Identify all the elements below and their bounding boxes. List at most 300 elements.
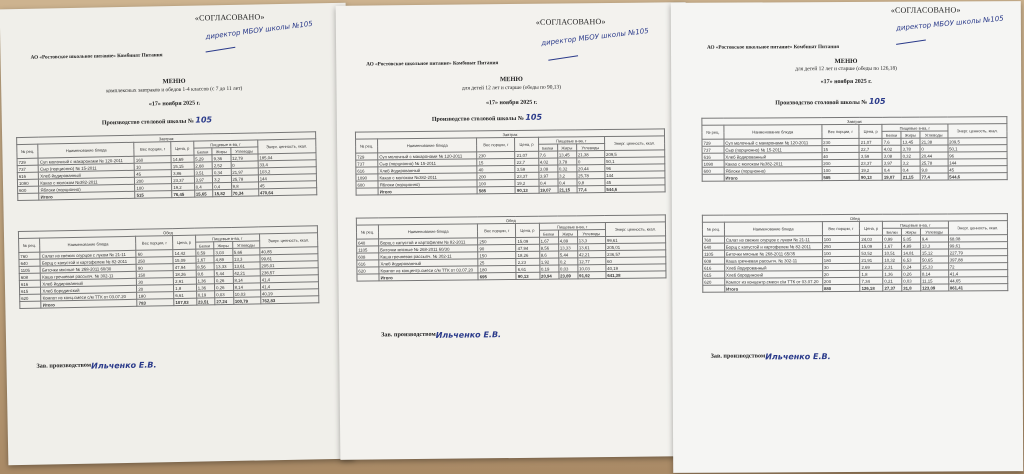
section-title: Завтрак xyxy=(17,132,316,145)
protein-cell: 7,6 xyxy=(538,151,557,158)
energy-col-header: Энерг. ценность, ккал. xyxy=(604,136,664,151)
portion-cell: 100 xyxy=(822,235,860,242)
price-col-header: Цена, р xyxy=(515,137,538,151)
dish-cell: Компот из конц.смеси с/м ТТК от 03.07.20 xyxy=(41,292,137,301)
price-cell: 6,61 xyxy=(174,291,197,298)
dish-cell: Биточки мясные № 268-2011 60/30 xyxy=(379,245,478,253)
recipe-cell: 760 xyxy=(702,236,724,243)
carbs-cell: 15,33 xyxy=(920,263,948,270)
carbs-cell: 25,78 xyxy=(920,159,948,166)
dish-cell: Хлеб йодированный xyxy=(41,278,137,287)
protein-cell: 19,07 xyxy=(882,173,901,180)
energy-cell: 209,5 xyxy=(948,138,1007,145)
dish-cell: Каша гречневая рассыпч. № 302-11 xyxy=(724,257,822,265)
carbs-cell: 21,38 xyxy=(576,151,604,158)
lunch-table xyxy=(702,213,1008,293)
recipe-col-header: № рец. xyxy=(702,222,724,236)
energy-cell: 41,4 xyxy=(260,282,318,290)
director-handwriting: директор МБОУ школы №105 xyxy=(895,14,1005,33)
carbs-cell: 123,09 xyxy=(921,284,949,291)
energy-cell: 33,4 xyxy=(258,160,316,168)
energy-col-header: Энерг. ценность, ккал. xyxy=(605,222,665,237)
protein-cell: 23,51 xyxy=(196,298,215,305)
breakfast-table xyxy=(355,128,666,195)
carbs-cell: 13,61 xyxy=(233,262,260,270)
protein-cell: 0,4 xyxy=(539,179,558,186)
protein-cell: 4,02 xyxy=(882,145,901,152)
price-cell: 7,34 xyxy=(860,277,883,284)
fat-cell: 13,33 xyxy=(558,244,577,251)
dish-cell: Салат из свежих огурцов с луком № 21-11 xyxy=(40,250,136,259)
energy-cell: 45 xyxy=(605,178,665,186)
recipe-cell: 737 xyxy=(702,146,724,153)
energy-col-header: Энерг. ценность, ккал. xyxy=(259,233,317,248)
energy-cell: 99,61 xyxy=(260,254,318,262)
portion-cell: 695 xyxy=(478,272,516,279)
protein-col-header: Белки xyxy=(195,242,214,249)
carbs-cell: 10,03 xyxy=(578,265,606,272)
nutrients-col-header: Пищевые в-ва, г xyxy=(883,221,948,228)
recipe-cell: 760 xyxy=(19,252,41,259)
recipe-cell: 1090 xyxy=(356,174,378,181)
carbs-cell: 42,21 xyxy=(233,269,260,277)
school-number: 105 xyxy=(525,112,543,122)
dish-col-header: Наименование блюда xyxy=(38,142,134,158)
carbs-cell: 8,14 xyxy=(233,283,260,291)
portion-cell: 15 xyxy=(822,145,860,152)
price-cell: 21,07 xyxy=(515,151,538,158)
price-cell: 47,94 xyxy=(516,244,539,251)
protein-cell: 27,37 xyxy=(883,284,902,291)
fat-col-header: Жиры xyxy=(212,147,231,154)
portion-cell: 200 xyxy=(477,172,515,179)
carbs-cell: 13,3 xyxy=(232,255,259,263)
protein-cell: 3,97 xyxy=(538,172,557,179)
carbs-cell: 9,4 xyxy=(920,235,948,242)
dish-cell: Борщ с капустой и картофелем № 82-2011 xyxy=(724,243,822,251)
signature xyxy=(896,40,926,45)
energy-cell: 236,57 xyxy=(260,268,318,276)
section-title: Обед xyxy=(356,215,665,225)
total-label: Итого xyxy=(41,299,137,308)
price-cell: 3,59 xyxy=(515,165,538,172)
price-cell: 21,91 xyxy=(860,256,883,263)
menu-sheet-3 xyxy=(671,1,1023,473)
school-number: 105 xyxy=(195,115,213,125)
nutrients-col-header: Пищевые в-ва, г xyxy=(195,234,259,242)
protein-cell: 5,29 xyxy=(194,155,213,162)
recipe-cell: 616 xyxy=(702,153,724,160)
recipe-cell: 729 xyxy=(702,139,724,146)
carbs-cell: 13,3 xyxy=(920,242,948,249)
portion-cell: 25 xyxy=(478,258,516,265)
portion-cell: 15 xyxy=(477,158,515,165)
dish-cell: Суп молочный с макаронами № 120-2011 xyxy=(724,139,822,147)
dish-col-header: Наименование блюда xyxy=(379,224,478,239)
recipe-cell: 620 xyxy=(703,278,725,285)
price-cell: 15,15 xyxy=(171,162,194,169)
carbs-cell: 100,79 xyxy=(233,297,260,305)
energy-cell: 470,64 xyxy=(258,188,316,196)
fat-cell: 0,26 xyxy=(902,270,921,277)
price-cell: 14,42 xyxy=(173,249,196,256)
recipe-cell: 615 xyxy=(19,287,41,294)
protein-cell: 1,36 xyxy=(196,284,215,291)
price-cell: 90,13 xyxy=(516,272,539,279)
fat-cell: 21,15 xyxy=(901,173,920,180)
protein-cell: 8,6 xyxy=(196,270,215,277)
recipe-cell: 1105 xyxy=(703,250,725,257)
menu-sheet-2 xyxy=(336,2,691,460)
energy-cell: 50,1 xyxy=(605,157,665,165)
protein-cell: 10,51 xyxy=(883,249,902,256)
price-cell: 18,26 xyxy=(516,251,539,258)
portion-cell: 180 xyxy=(478,265,516,272)
dish-cell: Биточки мясные № 268-2011 65/35 xyxy=(724,250,822,258)
dish-col-header: Наименование блюда xyxy=(724,125,822,140)
nutrients-col-header: Пищевые в-ва, г xyxy=(882,124,947,131)
fat-cell: 0,03 xyxy=(215,290,234,297)
recipe-cell: 616 xyxy=(17,172,39,179)
carbs-cell: 5,66 xyxy=(232,248,259,256)
energy-cell: 99,61 xyxy=(605,236,665,244)
energy-col-header: Энерг. ценность, ккал. xyxy=(948,124,1007,138)
breakfast-table xyxy=(701,116,1007,182)
energy-cell: 45 xyxy=(948,166,1007,173)
protein-cell: 4,02 xyxy=(538,158,557,165)
price-cell: 3,86 xyxy=(171,169,194,176)
producer-line xyxy=(710,352,831,362)
recipe-cell: 608 xyxy=(703,257,725,264)
fat-cell: 0,03 xyxy=(558,265,577,272)
protein-cell: 2,31 xyxy=(883,263,902,270)
price-cell: 90,13 xyxy=(859,173,882,180)
producer-line xyxy=(381,330,502,340)
dish-col-header: Наименование блюда xyxy=(378,138,477,153)
dish-cell: Хлеб йодированный xyxy=(39,170,135,179)
menu-title: МЕНЮ xyxy=(834,57,858,66)
energy-cell: 205,01 xyxy=(260,261,318,269)
price-cell: 47,94 xyxy=(173,263,196,270)
recipe-cell: 600 xyxy=(18,186,40,193)
energy-cell: 144 xyxy=(605,171,665,179)
recipe-cell: 608 xyxy=(19,273,41,280)
energy-cell: 40,19 xyxy=(606,264,666,272)
protein-cell: 8,56 xyxy=(196,263,215,270)
fat-cell: 15,82 xyxy=(213,189,232,196)
portion-cell: 200 xyxy=(135,177,172,185)
portion-cell: 20 xyxy=(137,285,174,293)
energy-col-header: Энерг. ценность, ккал. xyxy=(257,139,315,154)
portion-col-header: Вес порции, г xyxy=(822,221,860,235)
dish-cell: Суп молочный с макаронами № 120-2011 xyxy=(38,156,134,165)
carbs-cell: 77,4 xyxy=(577,186,605,193)
dish-cell: Яблоки (порционно) xyxy=(39,184,135,193)
menu-date: «17» ноября 2025 г. xyxy=(820,78,872,86)
fat-col-header: Жиры xyxy=(214,241,233,248)
protein-cell: 2,68 xyxy=(194,162,213,169)
fat-cell: 13,33 xyxy=(214,262,233,269)
fat-cell: 4,89 xyxy=(558,237,577,244)
carbs-cell: 70,34 xyxy=(231,189,258,197)
recipe-cell: 1090 xyxy=(702,160,724,167)
carbs-cell: 0 xyxy=(231,161,258,169)
protein-cell: 1,67 xyxy=(883,242,902,249)
portion-cell: 100 xyxy=(135,184,172,192)
recipe-cell: 729 xyxy=(356,153,378,160)
protein-cell: 0,4 xyxy=(882,166,901,173)
dish-cell: Сыр (порционно) № 15-2011 xyxy=(724,146,822,154)
portion-col-header: Вес порции, г xyxy=(134,142,171,157)
carbs-cell: 20,44 xyxy=(576,165,604,172)
energy-cell: 641,38 xyxy=(606,271,666,279)
fat-col-header: Жиры xyxy=(901,228,920,235)
producer-signature: Ильченко Е.В. xyxy=(765,352,831,362)
fat-cell: 6,53 xyxy=(902,256,921,263)
total-label: Итого xyxy=(378,187,477,195)
carbs-cell: 20,44 xyxy=(920,152,948,159)
section-title: Обед xyxy=(702,214,1007,223)
producer-label: Зав. производством xyxy=(36,361,92,370)
fat-cell: 21,15 xyxy=(558,186,577,193)
energy-cell: 41,4 xyxy=(948,270,1007,277)
producer-line xyxy=(36,360,157,371)
portion-cell: 100 xyxy=(822,249,860,256)
recipe-cell: 737 xyxy=(356,160,378,167)
fat-cell: 0,4 xyxy=(901,166,920,173)
fat-cell: 14,81 xyxy=(902,249,921,256)
energy-cell: 209,5 xyxy=(604,150,664,158)
price-cell: 23,37 xyxy=(172,176,195,183)
section-title: Завтрак xyxy=(702,117,1007,126)
recipe-col-header: № рец. xyxy=(19,238,41,252)
energy-cell: 40,85 xyxy=(260,247,318,255)
approved-header: «СОГЛАСОВАНО» xyxy=(890,5,961,15)
price-cell: 22,7 xyxy=(859,145,882,152)
protein-cell: 0,99 xyxy=(883,235,902,242)
portion-cell: 40 xyxy=(822,152,860,159)
fat-col-header: Жиры xyxy=(557,144,576,151)
menu-subtitle: для детей 12 лет и старше (обеды по 126,18) xyxy=(795,65,897,73)
protein-col-header: Белки xyxy=(193,148,212,155)
energy-cell: 103,2 xyxy=(258,167,316,175)
price-cell: 23,37 xyxy=(515,172,538,179)
fat-cell: 0,32 xyxy=(557,165,576,172)
fat-cell: 3,78 xyxy=(557,158,576,165)
protein-cell: 0,21 xyxy=(883,277,902,284)
carbs-col-header: Углеводы xyxy=(920,228,948,235)
price-cell: 23,37 xyxy=(859,159,882,166)
energy-cell: 397,88 xyxy=(948,256,1007,263)
portion-cell: 180 xyxy=(137,292,174,300)
price-cell: 107,03 xyxy=(174,298,197,305)
dish-cell: Хлеб йодированный xyxy=(379,259,478,267)
energy-cell: 45 xyxy=(258,181,316,189)
energy-cell: 44,65 xyxy=(948,277,1007,284)
portion-cell: 90 xyxy=(478,244,516,251)
recipe-cell: 620 xyxy=(20,294,42,301)
fat-cell: 0,32 xyxy=(901,152,920,159)
price-cell: 21,07 xyxy=(859,138,882,145)
total-label: Итого xyxy=(39,191,135,200)
dish-cell: Биточки мясные № 268-2011 60/30 xyxy=(40,264,136,273)
energy-cell: 96 xyxy=(605,164,665,172)
carbs-cell: 77,4 xyxy=(920,173,948,180)
price-cell: 18,26 xyxy=(173,270,196,277)
dish-cell: Борщ с капустой и картофелем № 82-2011 xyxy=(40,257,136,266)
school-line xyxy=(432,113,542,123)
dish-cell: Какао с молоком №382-2011 xyxy=(724,160,822,168)
portion-col-header: Вес порции, г xyxy=(477,137,515,151)
price-cell: 3,59 xyxy=(859,152,882,159)
dish-cell: Каша гречневая рассыпч. № 302-11 xyxy=(379,252,478,260)
dish-cell: Суп молочный с макаронами № 120-2011 xyxy=(378,152,477,160)
portion-cell: 30 xyxy=(822,263,860,270)
recipe-cell: 608 xyxy=(357,253,379,260)
price-cell: 24,03 xyxy=(860,235,883,242)
portion-cell: 60 xyxy=(136,250,173,258)
recipe-cell: 616 xyxy=(356,167,378,174)
carbs-cell: 13,3 xyxy=(577,237,605,244)
price-col-header: Цена, р xyxy=(860,221,883,235)
portion-cell: 30 xyxy=(137,278,174,286)
dish-cell: Хлеб бородинский xyxy=(724,271,822,279)
carbs-col-header: Углеводы xyxy=(230,147,257,155)
section-title: Обед xyxy=(18,226,317,239)
price-cell: 126,18 xyxy=(860,284,883,291)
price-col-header: Цена, р xyxy=(859,124,882,138)
portion-cell: 230 xyxy=(477,151,515,158)
fat-cell: 4,89 xyxy=(902,242,921,249)
menu-title: МЕНЮ xyxy=(499,75,523,84)
portion-col-header: Вес порции, г xyxy=(822,124,860,138)
portion-cell: 180 xyxy=(822,256,860,263)
fat-cell: 2,52 xyxy=(212,161,231,168)
portion-cell: 783 xyxy=(137,299,174,307)
protein-cell: 0,19 xyxy=(196,291,215,298)
carbs-cell: 0 xyxy=(920,145,948,152)
protein-cell: 7,6 xyxy=(882,138,901,145)
protein-cell: 0,59 xyxy=(195,249,214,256)
portion-cell: 45 xyxy=(135,170,172,178)
protein-cell: 1,67 xyxy=(539,237,558,244)
dish-cell: Яблоки (порционно) xyxy=(724,167,822,175)
protein-cell: 0,4 xyxy=(194,183,213,190)
energy-cell: 40,19 xyxy=(260,289,318,297)
approved-header: «СОГЛАСОВАНО» xyxy=(535,17,606,27)
fat-col-header: Жиры xyxy=(558,230,577,237)
portion-cell: 200 xyxy=(822,277,860,284)
carbs-cell: 25,78 xyxy=(231,175,258,183)
protein-cell: 8,6 xyxy=(539,251,558,258)
portion-cell: 515 xyxy=(135,191,172,199)
price-cell: 53,52 xyxy=(860,249,883,256)
carbs-cell: 10,03 xyxy=(233,290,260,298)
fat-cell: 0,34 xyxy=(212,168,231,175)
fat-cell: 23,89 xyxy=(559,272,578,279)
portion-cell: 150 xyxy=(137,271,174,279)
recipe-col-header: № рец. xyxy=(356,225,378,239)
school-number: 105 xyxy=(868,96,886,106)
protein-cell: 3,51 xyxy=(194,169,213,176)
recipe-cell xyxy=(20,301,42,308)
price-cell: 19,2 xyxy=(859,166,882,173)
fat-cell: 0,4 xyxy=(558,179,577,186)
fat-cell: 0,26 xyxy=(214,276,233,283)
protein-cell: 1,67 xyxy=(196,256,215,263)
dish-cell: Хлеб йодированный xyxy=(724,264,822,272)
price-cell: 15,09 xyxy=(173,256,196,263)
fat-cell: 5,44 xyxy=(214,269,233,276)
director-handwriting: директор МБОУ школы №105 xyxy=(205,19,314,42)
recipe-cell: 615 xyxy=(703,271,725,278)
fat-cell: 0,24 xyxy=(902,263,921,270)
price-cell: 15,09 xyxy=(860,242,883,249)
carbs-cell: 50,65 xyxy=(920,256,948,263)
signature xyxy=(206,47,236,53)
total-label: Итого xyxy=(725,285,823,293)
school-line xyxy=(775,97,885,107)
protein-cell: 3,08 xyxy=(538,165,557,172)
approved-header: «СОГЛАСОВАНО» xyxy=(194,12,265,23)
dish-col-header: Наименование блюда xyxy=(40,236,136,252)
recipe-cell: 729 xyxy=(17,158,39,165)
column-header-row xyxy=(702,221,1007,230)
energy-cell: 68,08 xyxy=(948,235,1007,242)
dish-cell: Какао с молоком №382-2011 xyxy=(378,173,477,181)
price-cell: 2,91 xyxy=(174,277,197,284)
dish-cell: Борщ с капустой и картофелем № 82-2011 xyxy=(379,238,478,246)
menu-subtitle: комплексных завтраков и обедов 1-4 классов (с 7 до 11 лет) xyxy=(106,85,243,95)
energy-cell: 144 xyxy=(948,159,1007,166)
portion-cell: 585 xyxy=(477,186,515,193)
recipe-cell xyxy=(356,188,378,195)
total-row xyxy=(703,284,1008,293)
recipe-cell: 600 xyxy=(356,181,378,188)
protein-cell: 8,56 xyxy=(539,244,558,251)
fat-cell: 5,44 xyxy=(558,251,577,258)
protein-cell: 1,36 xyxy=(196,277,215,284)
menu-date: «17» ноября 2025 г. xyxy=(148,100,201,108)
energy-cell: 41,4 xyxy=(260,275,318,283)
fat-cell: 3,2 xyxy=(901,159,920,166)
school-label: Производство столовой школы № xyxy=(775,99,868,107)
energy-cell: 144 xyxy=(258,174,316,182)
carbs-col-header: Углеводы xyxy=(232,241,259,249)
price-cell: 2,23 xyxy=(516,258,539,265)
protein-cell: 10,32 xyxy=(883,256,902,263)
portion-cell: 200 xyxy=(822,159,860,166)
energy-cell: 99,61 xyxy=(948,242,1007,249)
fat-col-header: Жиры xyxy=(901,131,920,138)
energy-cell: 205,01 xyxy=(605,243,665,251)
portion-cell: 100 xyxy=(822,166,860,173)
dish-cell: Компот из концентр.смеси с/м ТТК от 03.07.20 xyxy=(379,266,478,274)
energy-cell: 544,6 xyxy=(948,173,1007,180)
recipe-cell: 1090 xyxy=(17,179,39,186)
protein-col-header: Белки xyxy=(883,228,902,235)
portion-cell: 160 xyxy=(134,156,171,164)
fat-cell: 3,78 xyxy=(901,145,920,152)
portion-cell: 250 xyxy=(478,237,516,244)
price-cell: 90,13 xyxy=(515,186,538,193)
fat-cell: 0,03 xyxy=(902,277,921,284)
fat-cell: 3,2 xyxy=(212,175,231,182)
fat-cell: 13,45 xyxy=(557,151,576,158)
carbs-cell: 0 xyxy=(576,158,604,165)
carbs-cell: 9,8 xyxy=(920,166,948,173)
protein-col-header: Белки xyxy=(539,230,558,237)
